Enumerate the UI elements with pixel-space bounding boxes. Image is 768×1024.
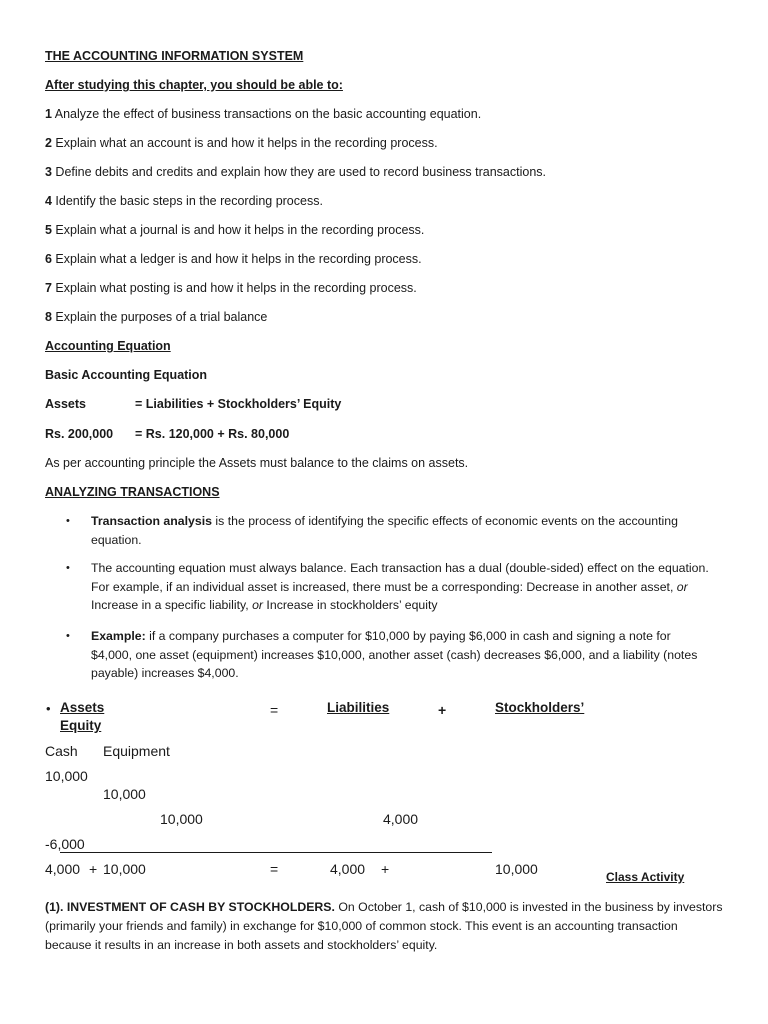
document-heading: THE ACCOUNTING INFORMATION SYSTEM [45, 49, 304, 63]
equation-note: As per accounting principle the Assets must balance to the claims on assets. [45, 456, 469, 470]
total-stockholders: 10,000 [495, 861, 538, 877]
header-equity: Equity [60, 718, 102, 733]
total-rule [60, 852, 492, 853]
column-equipment: Equipment [103, 743, 170, 759]
total-equipment: 10,000 [103, 861, 146, 877]
bullet-dot: • [66, 630, 70, 642]
total-plus-2: + [381, 861, 390, 877]
section-title-analyzing: ANALYZING TRANSACTIONS [45, 485, 220, 499]
objective-item: 4 Identify the basic steps in the recording process. [45, 194, 323, 208]
equation-example-left: Rs. 200,000 [45, 427, 114, 441]
cell-row3-mid: 10,000 [160, 811, 203, 827]
cell-liabilities-row3: 4,000 [383, 811, 419, 827]
equation-row-left: Assets [45, 397, 86, 411]
table-bullet-dot: • [46, 701, 51, 716]
objective-item: 6 Explain what a ledger is and how it helps in the recording process. [45, 252, 422, 266]
total-cash: 4,000 [45, 861, 81, 877]
equation-example-right: = Rs. 120,000 + Rs. 80,000 [135, 427, 290, 441]
cell-equipment-row2: 10,000 [103, 786, 146, 802]
investment-paragraph: (1). INVESTMENT OF CASH BY STOCKHOLDERS. On October 1, cash of $10,000 is invested in the business by investors (primarily your friends and family) in exchange for $10,000 of common stock. This event is an accounting transaction because it results in an increase in both assets and stockholders’ equity. [45, 900, 723, 952]
section-title-accounting-equation: Accounting Equation [45, 339, 171, 353]
column-cash: Cash [45, 743, 78, 759]
header-equals: = [270, 702, 279, 718]
bullet-dot: • [66, 562, 70, 574]
document-page: THE ACCOUNTING INFORMATION SYSTEM After studying this chapter, you should be able to: 1 Analyze the effect of business transactions on the basic accounting equation. 2 Explain what an account is and how it helps in the recording process. 3 Define debits and credits and explain how they are used to record business transactions. 4 Identify the basic steps in the recording process. 5 Explain what a journal is and how it helps in the recording process. 6 Explain what a ledger is and how it helps in the recording process. 7 Explain what posting is and how it helps in the recording process. 8 Explain the purposes of a trial balance Accounting Equation Basic Accounting Equation Assets = Liabilities + Stockholders’ Equity Rs. 200,000 = Rs. 120,000 + Rs. 80,000 As per accounting principle the Assets must balance to the claims on assets. ANALYZING TRANSACTIONS • Transaction analysis is the process of identifying the specific effects of economic events on the accounting equation. • The accounting equation must always balance. Each transaction has a dual (double-sided) effect on the equation. For example, if an individual asset is increased, there must be a corresponding: Decrease in another asset, or Increase in a specific liability, or Increase in stockholders’ equity • Example: if a company purchases a computer for $10,000 by paying $6,000 in cash and signing a note for $4,000, one asset (equipment) increases $10,000, another asset (cash) decreases $6,000, and a liability (notes payable) increases $4,000. • Assets Equity = Liabilities + Stockholders’ Cash Equipment 10,000 10,000 10,000 4,000 -6,000 4,000 + 10,000 = 4,000 + 10,000 Class Activity (1). INVESTMENT OF CASH BY STOCKHOLDERS. On October 1, cash of $10,000 is invested in the business by investors (primarily your friends and family) in exchange for $10,000 of common stock. This event is an accounting transaction because it results in an increase in both assets and stockholders’ equity. [0, 0, 768, 1024]
total-liabilities: 4,000 [330, 861, 366, 877]
basic-equation-label: Basic Accounting Equation [45, 368, 208, 382]
objective-item: 3 Define debits and credits and explain how they are used to record business transactions. [45, 165, 546, 179]
objective-item: 8 Explain the purposes of a trial balance [45, 310, 268, 324]
class-activity-label: Class Activity [606, 870, 685, 884]
header-stockholders: Stockholders’ [495, 700, 585, 715]
total-plus: + [89, 861, 98, 877]
total-equals: = [270, 861, 279, 877]
objective-item: 7 Explain what posting is and how it helps in the recording process. [45, 281, 417, 295]
cell-cash-row4: -6,000 [45, 836, 85, 852]
header-liabilities: Liabilities [327, 700, 390, 715]
objective-item: 5 Explain what a journal is and how it helps in the recording process. [45, 223, 425, 237]
bullet-dot: • [66, 515, 70, 527]
objectives-intro: After studying this chapter, you should be able to: [45, 78, 343, 92]
header-assets: Assets [60, 700, 105, 715]
header-plus: + [438, 702, 447, 718]
objective-item: 2 Explain what an account is and how it helps in the recording process. [45, 136, 438, 150]
cell-cash-row1: 10,000 [45, 768, 88, 784]
equation-row-right: = Liabilities + Stockholders’ Equity [135, 397, 342, 411]
objective-item: 1 Analyze the effect of business transactions on the basic accounting equation. [45, 107, 482, 121]
